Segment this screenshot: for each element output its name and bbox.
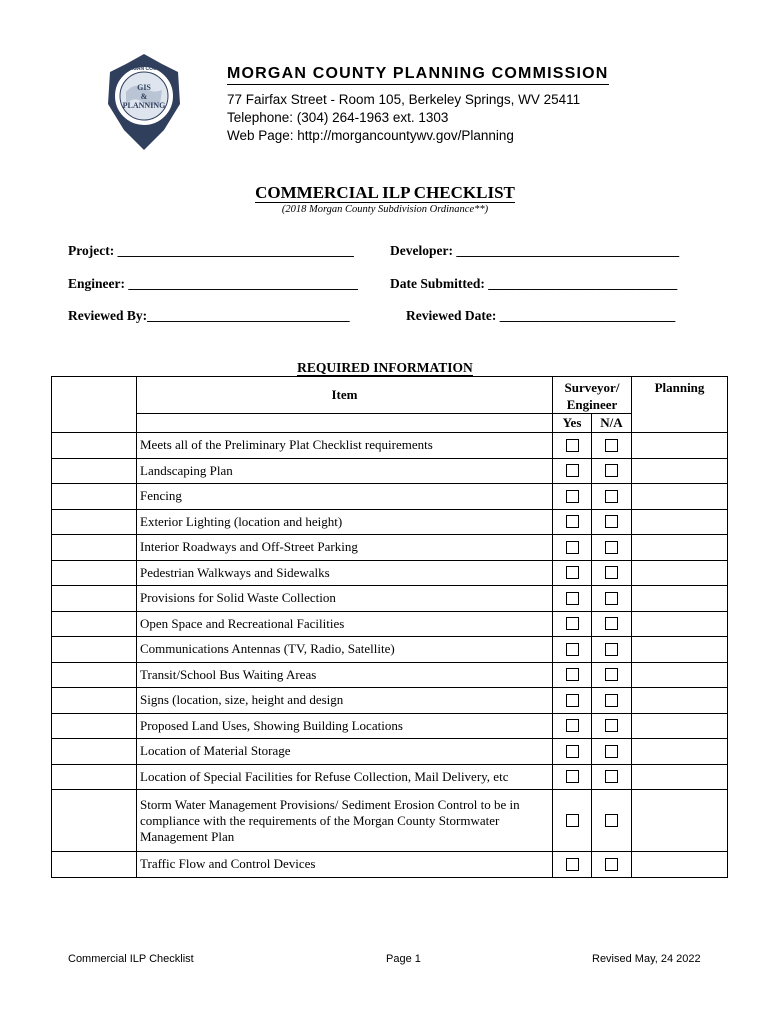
planning-cell[interactable] xyxy=(632,688,728,714)
na-cell xyxy=(592,790,632,852)
telephone: Telephone: (304) 264-1963 ext. 1303 xyxy=(227,110,449,125)
header-item: Item xyxy=(137,377,553,414)
header-surveyor-engineer xyxy=(553,377,632,414)
yes-checkbox[interactable] xyxy=(566,439,579,452)
table-row xyxy=(52,611,728,637)
yes-checkbox[interactable] xyxy=(566,858,579,871)
yes-cell xyxy=(553,688,592,714)
planning-cell[interactable] xyxy=(632,611,728,637)
na-checkbox[interactable] xyxy=(605,541,618,554)
na-cell xyxy=(592,458,632,484)
row-number-cell xyxy=(52,586,137,612)
na-cell xyxy=(592,739,632,765)
yes-cell xyxy=(553,852,592,878)
checklist-table xyxy=(51,376,728,878)
table-row xyxy=(52,560,728,586)
section-title-text: REQUIRED INFORMATION xyxy=(297,360,473,375)
document-title xyxy=(0,183,770,203)
table-row xyxy=(52,586,728,612)
yes-cell xyxy=(553,790,592,852)
yes-checkbox[interactable] xyxy=(566,719,579,732)
na-checkbox[interactable] xyxy=(605,719,618,732)
footer-page-number: Page 1 xyxy=(386,953,421,965)
header-planning: Planning xyxy=(632,377,728,433)
yes-cell xyxy=(553,560,592,586)
logo-text-planning: PLANNING xyxy=(122,101,166,110)
table-row xyxy=(52,509,728,535)
row-number-cell xyxy=(52,433,137,459)
planning-cell[interactable] xyxy=(632,535,728,561)
row-item-text: Location of Special Facilities for Refuse Collection, Mail Delivery, etc xyxy=(137,764,553,790)
yes-checkbox[interactable] xyxy=(566,515,579,528)
na-checkbox[interactable] xyxy=(605,490,618,503)
logo-text-amp: & xyxy=(140,92,148,101)
na-cell xyxy=(592,560,632,586)
table-row xyxy=(52,764,728,790)
table-row xyxy=(52,458,728,484)
na-checkbox[interactable] xyxy=(605,694,618,707)
planning-cell[interactable] xyxy=(632,852,728,878)
planning-cell[interactable] xyxy=(632,764,728,790)
row-number-cell xyxy=(52,790,137,852)
address: 77 Fairfax Street - Room 105, Berkeley Springs, WV 25411 xyxy=(227,92,581,107)
yes-cell xyxy=(553,458,592,484)
row-number-cell xyxy=(52,484,137,510)
table-row xyxy=(52,637,728,663)
row-item-text: Location of Material Storage xyxy=(137,739,553,765)
web-page: Web Page: http://morgancountywv.gov/Planning xyxy=(227,128,514,143)
logo-text-gis: GIS xyxy=(137,83,151,92)
row-number-cell xyxy=(52,535,137,561)
planning-cell[interactable] xyxy=(632,790,728,852)
row-item-text: Interior Roadways and Off-Street Parking xyxy=(137,535,553,561)
row-number-cell xyxy=(52,637,137,663)
row-number-cell xyxy=(52,458,137,484)
row-number-cell xyxy=(52,611,137,637)
na-checkbox[interactable] xyxy=(605,592,618,605)
yes-cell xyxy=(553,433,592,459)
yes-checkbox[interactable] xyxy=(566,668,579,681)
planning-cell[interactable] xyxy=(632,713,728,739)
yes-cell xyxy=(553,662,592,688)
yes-checkbox[interactable] xyxy=(566,592,579,605)
na-checkbox[interactable] xyxy=(605,814,618,827)
row-item-text: Exterior Lighting (location and height) xyxy=(137,509,553,535)
row-number-cell xyxy=(52,662,137,688)
yes-cell xyxy=(553,535,592,561)
row-number-cell xyxy=(52,688,137,714)
na-checkbox[interactable] xyxy=(605,668,618,681)
na-checkbox[interactable] xyxy=(605,858,618,871)
yes-checkbox[interactable] xyxy=(566,770,579,783)
planning-cell[interactable] xyxy=(632,637,728,663)
row-item-text: Pedestrian Walkways and Sidewalks xyxy=(137,560,553,586)
na-cell xyxy=(592,637,632,663)
yes-cell xyxy=(553,764,592,790)
document-subtitle: (2018 Morgan County Subdivision Ordinance**) xyxy=(281,204,489,215)
table-row xyxy=(52,790,728,852)
reviewed-by-field[interactable]: Reviewed By:______________________________ xyxy=(68,308,350,323)
yes-checkbox[interactable] xyxy=(566,814,579,827)
na-checkbox[interactable] xyxy=(605,464,618,477)
row-number-cell xyxy=(52,713,137,739)
header-surveyor-line2: Engineer xyxy=(566,397,618,412)
yes-checkbox[interactable] xyxy=(566,490,579,503)
na-checkbox[interactable] xyxy=(605,515,618,528)
header-number-cell xyxy=(52,377,137,433)
table-row xyxy=(52,739,728,765)
organization-name: MORGAN COUNTY PLANNING COMMISSION xyxy=(227,64,609,85)
na-checkbox[interactable] xyxy=(605,745,618,758)
yes-checkbox[interactable] xyxy=(566,566,579,579)
yes-checkbox[interactable] xyxy=(566,541,579,554)
planning-cell[interactable] xyxy=(632,662,728,688)
na-cell xyxy=(592,433,632,459)
engineer-field[interactable]: Engineer: __________________________________ xyxy=(68,276,358,291)
header-item-sub xyxy=(137,414,553,433)
planning-cell[interactable] xyxy=(632,509,728,535)
section-title xyxy=(0,360,770,376)
na-cell xyxy=(592,764,632,790)
na-cell xyxy=(592,535,632,561)
row-item-text: Fencing xyxy=(137,484,553,510)
row-number-cell xyxy=(52,764,137,790)
reviewed-date-field[interactable]: Reviewed Date: __________________________ xyxy=(406,308,676,323)
na-cell xyxy=(592,713,632,739)
yes-cell xyxy=(553,637,592,663)
row-item-text: Transit/School Bus Waiting Areas xyxy=(137,662,553,688)
yes-cell xyxy=(553,586,592,612)
row-item-text: Traffic Flow and Control Devices xyxy=(137,852,553,878)
row-item-text: Landscaping Plan xyxy=(137,458,553,484)
row-item-text: Storm Water Management Provisions/ Sediment Erosion Control to be in compliance with the requirements of the Morgan County Stormwater Management Plan xyxy=(137,790,553,852)
planning-cell[interactable] xyxy=(632,458,728,484)
footer-doc-name: Commercial ILP Checklist xyxy=(68,953,194,965)
na-checkbox[interactable] xyxy=(605,566,618,579)
project-field[interactable]: Project: ___________________________________ xyxy=(68,243,354,258)
developer-field[interactable]: Developer: _________________________________ xyxy=(390,243,680,258)
yes-checkbox[interactable] xyxy=(566,745,579,758)
row-item-text: Open Space and Recreational Facilities xyxy=(137,611,553,637)
na-cell xyxy=(592,484,632,510)
row-item-text: Proposed Land Uses, Showing Building Locations xyxy=(137,713,553,739)
header-surveyor-line1: Surveyor/ xyxy=(564,380,620,395)
na-checkbox[interactable] xyxy=(605,617,618,630)
document-title-text: COMMERCIAL ILP CHECKLIST xyxy=(255,183,515,202)
row-item-text: Provisions for Solid Waste Collection xyxy=(137,586,553,612)
na-cell xyxy=(592,509,632,535)
row-item-text: Meets all of the Preliminary Plat Checklist requirements xyxy=(137,433,553,459)
table-row xyxy=(52,713,728,739)
planning-cell[interactable] xyxy=(632,586,728,612)
yes-cell xyxy=(553,739,592,765)
row-item-text: Communications Antennas (TV, Radio, Satellite) xyxy=(137,637,553,663)
county-logo xyxy=(104,52,184,152)
header-yes: Yes xyxy=(553,414,592,433)
na-checkbox[interactable] xyxy=(605,643,618,656)
yes-cell xyxy=(553,484,592,510)
table-row xyxy=(52,433,728,459)
na-cell xyxy=(592,852,632,878)
na-checkbox[interactable] xyxy=(605,770,618,783)
na-cell xyxy=(592,611,632,637)
na-cell xyxy=(592,586,632,612)
table-row xyxy=(52,688,728,714)
yes-checkbox[interactable] xyxy=(566,464,579,477)
yes-cell xyxy=(553,611,592,637)
na-checkbox[interactable] xyxy=(605,439,618,452)
table-row xyxy=(52,662,728,688)
logo-ring-text: MORGAN COUNTY xyxy=(121,66,167,72)
table-row xyxy=(52,535,728,561)
planning-cell[interactable] xyxy=(632,560,728,586)
na-cell xyxy=(592,688,632,714)
yes-cell xyxy=(553,713,592,739)
row-number-cell xyxy=(52,560,137,586)
row-number-cell xyxy=(52,739,137,765)
yes-checkbox[interactable] xyxy=(566,694,579,707)
table-row xyxy=(52,852,728,878)
yes-cell xyxy=(553,509,592,535)
planning-cell[interactable] xyxy=(632,433,728,459)
row-number-cell xyxy=(52,852,137,878)
na-cell xyxy=(592,662,632,688)
planning-cell[interactable] xyxy=(632,739,728,765)
row-number-cell xyxy=(52,509,137,535)
date-submitted-field[interactable]: Date Submitted: ____________________________ xyxy=(390,276,678,291)
yes-checkbox[interactable] xyxy=(566,617,579,630)
row-item-text: Signs (location, size, height and design xyxy=(137,688,553,714)
yes-checkbox[interactable] xyxy=(566,643,579,656)
planning-cell[interactable] xyxy=(632,484,728,510)
footer-revised-date: Revised May, 24 2022 xyxy=(592,953,701,965)
header-na: N/A xyxy=(592,414,632,433)
table-row xyxy=(52,484,728,510)
